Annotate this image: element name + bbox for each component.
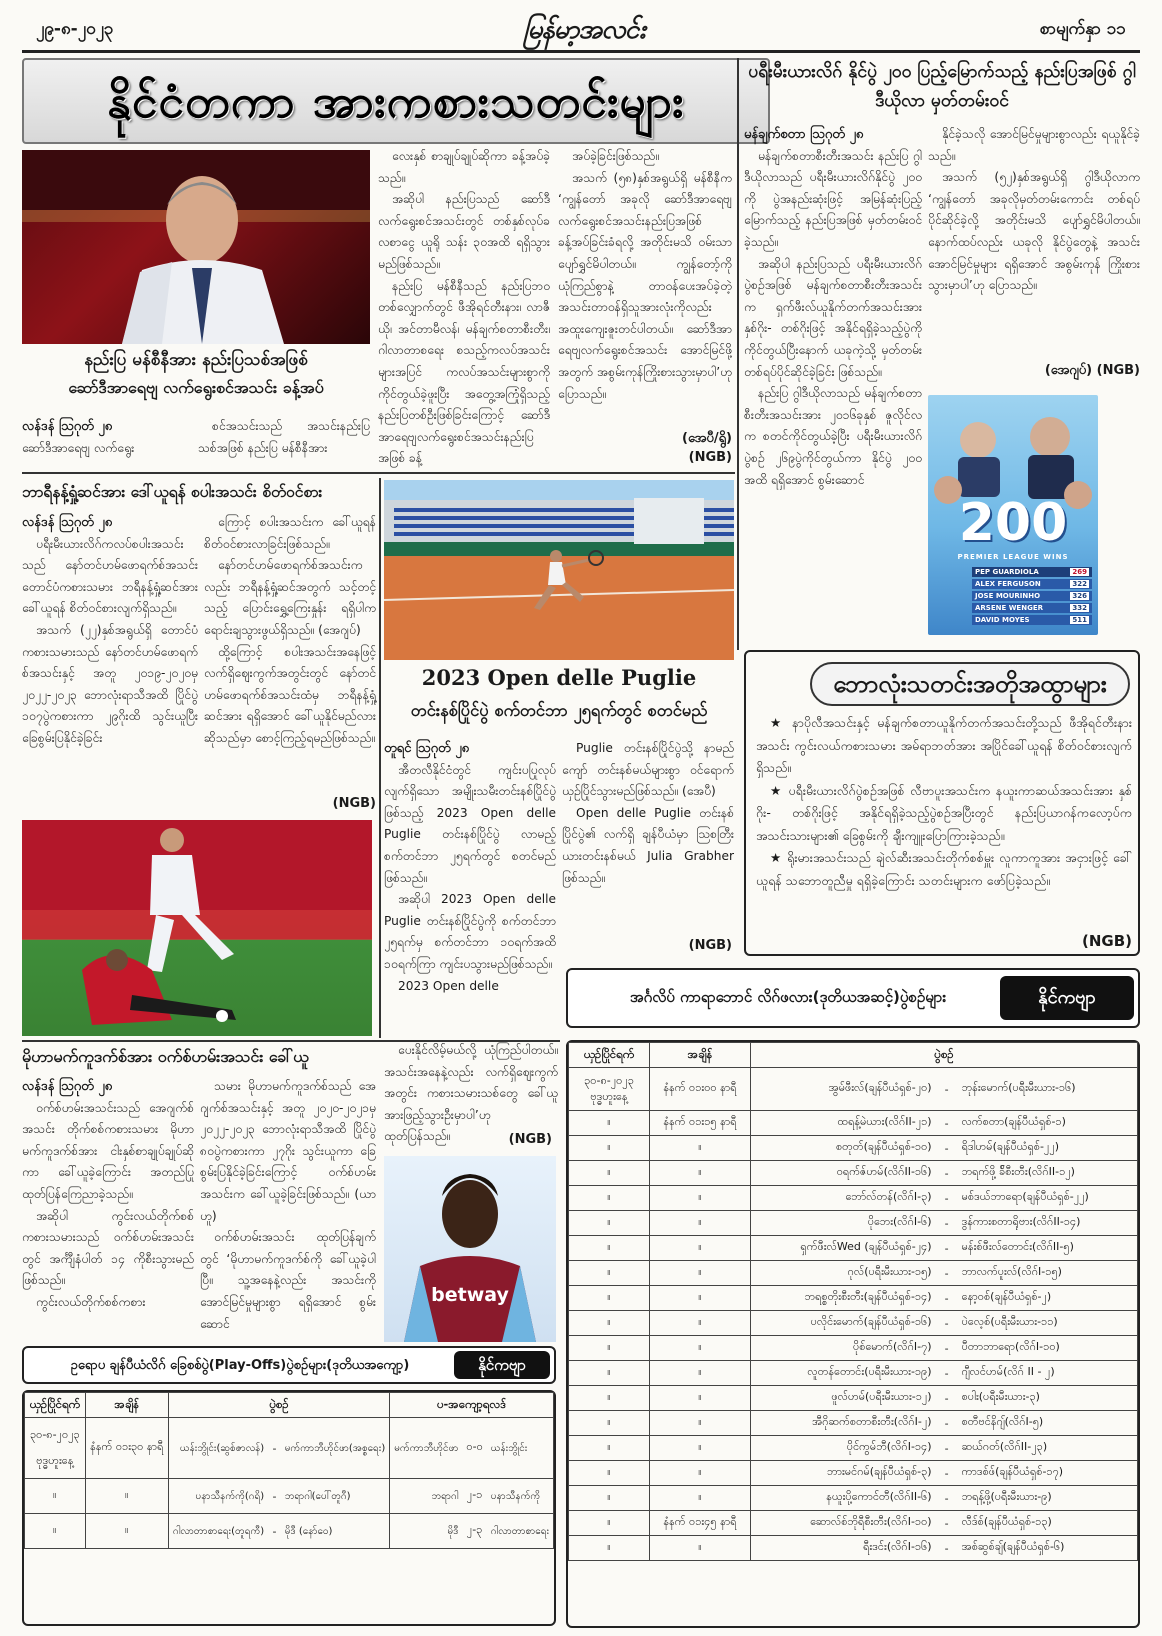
kudus-headline: မိုဟာမက်ကူဒက်စ်အား ဝက်စ်ဟမ်းအသင်း ခေါ်ယူ <box>22 1047 309 1066</box>
match-date: ။ <box>569 1361 650 1386</box>
home-team: နယူးပို့ကောင်တီ(လိဂ်II-၆) <box>751 1486 936 1511</box>
brennan-col1 <box>22 512 198 812</box>
away-team: မိုဒီ (နော်ဝေ) <box>281 1514 390 1549</box>
notes-ngb: (NGB) <box>1081 932 1132 950</box>
poster-row-value: 511 <box>1072 616 1087 624</box>
col-header-time: အချိန် <box>85 1393 168 1418</box>
away-team: ဘရက်ဖို့ ခ်ိစီးတီး(လိဂ်II-၁၂) <box>958 1161 1138 1186</box>
mancini-col2-text: စင်အသင်းသည် အသင်းနည်းပြ သစ်အဖြစ် နည်းပြ မန်စီနီအား <box>198 419 370 455</box>
col-header-match: ပွဲစဉ် <box>168 1393 389 1418</box>
first-leg-home: ဘရာဂါ <box>390 1479 463 1514</box>
mancini-byline: လန်ဒန် ဩဂုတ် ၂၈ <box>22 419 113 434</box>
col-header-match: ပွဲစဉ် <box>751 1043 1138 1068</box>
paragraph: မန်ချက်စတာစီးတီးအသင်း နည်းပြ ဂွါဒီယိုလာသည် ပရီးမီးယားလိဂ်နိုင်ပွဲ ၂၀၀ ကို ပွဲအနည်းဆုံးဖြင့် အမြန်ဆုံးပြည့်မြောက်သည့် နည်းပြအဖြစ် မှတ်တမ်းဝင်ခဲ့သည်။ <box>744 148 922 249</box>
away-team: ဘရန့်ဖို့(ပရီးမီးယား-၉) <box>958 1486 1138 1511</box>
paragraph: နိုင်ခဲ့သလို အောင်မြင်မှုများစွာလည်း ရယူနိုင်ခဲ့သည်။ <box>928 127 1140 163</box>
vs-dash: - <box>268 1514 281 1549</box>
newspaper-logo: မြန်မာ့အလင်း <box>523 15 645 45</box>
table-row <box>569 1536 1138 1561</box>
mancini-credit: (အေပီ/ရွိ) <box>682 431 732 446</box>
paragraph: ကွင်းလယ်တိုက်စစ်ကစား <box>36 1294 146 1309</box>
mancini-col1 <box>22 416 192 466</box>
match-time: ။ <box>650 1311 751 1336</box>
match-time: နံနက် ၀၁း၃၀ နာရီ <box>85 1418 168 1479</box>
paragraph: Open delle Puglie တင်းနစ်ပြိုင်ပွဲ၏ လက်ရှိ ချန်ပီယံမှာ ဩစတြီးယားတင်းနစ်မယ် Julia Grabher ဖြစ်သည်။ <box>562 805 734 885</box>
away-team: ကာဒစ်ဖ်(ချန်ပီယံရှစ်-၁၇) <box>958 1461 1138 1486</box>
away-team: အစ်ဆွစ်ချ်(ချန်ပီယံရှစ်-၆) <box>958 1536 1138 1561</box>
match-date: ။ <box>25 1514 86 1549</box>
tennis-photo <box>384 480 734 660</box>
issue-date: ၂၉-၈-၂၀၂၃ <box>36 19 114 39</box>
first-leg-home: မက်ကာဘီဟိုင်ဖာ <box>390 1418 463 1479</box>
vs-dash: - <box>268 1479 281 1514</box>
paragraph: ထို့ကြောင့် စပါးအသင်းအနေဖြင့် လက်ရှိဈေးကွက်အတွင်းတွင် နော်တင်ဟမ်ဖောရက်စ်အသင်းထံမှ ဘရီနန့်ရှုံ့ဆင်အား ရရှိအောင် ခေါ်ယူနိုင်မည်လားဆိုသည်မှာ စောင့်ကြည့်ရမည်ဖြစ်သည်။ <box>204 644 376 745</box>
main-banner: နိုင်ငံတကာ အားကစားသတင်းများ <box>22 58 770 144</box>
vs-dash: - <box>936 1161 958 1186</box>
match-date: ။ <box>569 1536 650 1561</box>
away-team: မက်ကာဘီဟိုင်ဖာ(အစ္စရေး) <box>281 1418 390 1479</box>
home-team: ဂါလာတာစာရေး(တူရကီ) <box>168 1514 268 1549</box>
table-row <box>569 1461 1138 1486</box>
paragraph: အီတလီနိုင်ငံတွင် ကျင်းပပြုလုပ်လျက်ရှိသော အမျိုးသမီးတင်းနစ်ပြိုင်ပွဲဖြစ်သည့် 2023 Open delle Puglie တင်းနစ်ပြိုင်ပွဲ လာမည့် စက်တင်ဘာ ၂၅ရက်တွင် စတင်မည်ဖြစ်သည်။ <box>384 762 556 885</box>
column-divider <box>737 58 739 650</box>
away-team: ဆယ်ဂတ်(လိဂ်II-၂၃) <box>958 1436 1138 1461</box>
vs-dash: - <box>936 1261 958 1286</box>
mancini-headline-2: ဆော်ဒီအာရေဗျ လက်ရွေးစင်အသင်း ခန့်အပ် <box>68 378 324 397</box>
carabao-tag: နိုင်ကဗျာ <box>1000 976 1134 1020</box>
first-leg-home: မိုဒီ <box>390 1514 463 1549</box>
mancini-photo <box>22 150 370 344</box>
mancini-headline-1: နည်းပြ မန်စီနီအား နည်းပြသစ်အဖြစ် <box>84 350 308 370</box>
carabao-table <box>568 1042 1138 1561</box>
paragraph: ပရီးမီးယားလိဂ်ကလပ်စပါးအသင်းသည် နော်တင်ဟမ်ဖောရက်စ်အသင်း တောင်ပံကစားသမား ဘရီနန့်ရှုံ့ဆင်အား ခေါ်ယူရန် စိတ်ဝင်စားလျက်ရှိသည်။ <box>22 536 198 616</box>
guardiola-poster <box>928 395 1098 635</box>
vs-dash: - <box>936 1461 958 1486</box>
home-team: အွမ်ဖီးလ်(ချန်ပီယံရှစ်-၂၀) <box>751 1068 936 1111</box>
vs-dash: - <box>936 1236 958 1261</box>
away-team: ဂျီလင်ဟမ်(လိဂ် II - ၂) <box>958 1361 1138 1386</box>
table-header-row <box>569 1043 1138 1068</box>
paragraph: Puglie တင်းနစ်ပြိုင်ပွဲသို့ နာမည်ကျော် တင်းနစ်မယ်များစွာ ဝင်ရောက်ယှဉ်ပြိုင်သွားမည်ဖြစ်သည်။ (အေပီ) <box>562 741 734 799</box>
poster-row-value: 332 <box>1072 604 1087 612</box>
match-time: ။ <box>650 1136 751 1161</box>
match-date: ။ <box>569 1186 650 1211</box>
vs-dash: - <box>936 1136 958 1161</box>
table-header-row <box>25 1393 554 1418</box>
section-divider <box>22 472 735 474</box>
poster-row <box>972 615 1092 625</box>
home-team: အီဂိုဆက်စတာစီးတီး(လိဂ်I-၂) <box>751 1411 936 1436</box>
poster-number: 200 <box>958 493 1068 553</box>
home-team: ဂုလ်(ပရီးမီးယား-၁၅) <box>751 1261 936 1286</box>
table-row <box>569 1511 1138 1536</box>
vs-dash: - <box>936 1186 958 1211</box>
guardiola-col2 <box>928 124 1140 356</box>
europa-table-box <box>22 1390 556 1626</box>
table-row <box>569 1111 1138 1136</box>
paragraph: အဆိုပါ နည်းပြသည် ပရီးမီးယားလိဂ်ပွဲစဉ်အဖြစ် မန်ချက်စတာစီးတီးအသင်းက ရှက်ဖီးလ်ယူနိုက်တက်အသင်းအား နှစ်ဂိုး- တစ်ဂိုးဖြင့် အနိုင်ရရှိခဲ့သည့်ပွဲကို ကိုင်တွယ်ပြီးနောက် ယခုကဲ့သို့ မှတ်တမ်းတစ်ရပ်ပိုင်ဆိုင်ခဲ့ခြင်း ဖြစ်သည်။ <box>744 256 922 379</box>
match-time: ။ <box>85 1479 168 1514</box>
paragraph: ပေးနိုင်လိမ့်မယ်လို့ ယုံကြည်ပါတယ်။ အသင်းအနေနဲ့လည်း လက်ရှိဈေးကွက်အတွင်း ကစားသမားသစ်တွေ ခေါ်ယူအားဖြည့်သွားဦးမှာပါ’ဟု ထုတ်ပြန်သည်။ <box>384 1043 558 1144</box>
poster-row <box>972 567 1092 577</box>
poster-row <box>972 579 1092 589</box>
match-time: ။ <box>650 1336 751 1361</box>
home-team: ရှက်ဖီးလ်Wed (ချန်ပီယံရှစ်-၂၄) <box>751 1236 936 1261</box>
paragraph: လေးနှစ် စာချုပ်ချုပ်ဆိုကာ ခန့်အပ်ခဲ့သည်။ <box>378 149 550 185</box>
match-time: ။ <box>650 1436 751 1461</box>
paragraph: နော်တင်ဟမ်ဖောရက်စ်အသင်းကလည်း ဘရီနန့်ရှုံ့ဆင်အတွက် သင့်တင့်သည့် ပြောင်းရွှေ့ကြေးနှုန်း ရရှိပါက ရောင်းချသွားဖွယ်ရှိသည်။ (အေဂျပ်) <box>204 558 376 637</box>
home-team: ဖူလ်ဟမ်(ပရီးမီးယား-၁၂) <box>751 1386 936 1411</box>
paragraph: အသက် (၅၈)နှစ်အရွယ်ရှိ မန်စီနီက ‘ကျွန်တော် အခုလို ဆော်ဒီအာရေဗျ လက်ရွေးစင်အသင်းနည်းပြအဖြစ် ခန့်အပ်ခြင်းခံရလို့ အတိုင်းမသိ ဝမ်းသာပျော်ရွှင်မိပါတယ်။ ကျွန်တော့်ကို ယုံကြည်စွာနဲ့ တာဝန်ပေးအပ်ခဲ့တဲ့အသင်းတာဝန်ရှိသူအားလုံးကိုလည်း အထူးကျေးဇူးတင်ပါတယ်။ ဆော်ဒီအာရေဗျလက်ရွေးစင်အသင်း အောင်မြင်ဖို့အတွက် အစွမ်းကုန်ကြိုးစားသွားမှာပါ’ဟု ပြောသည်။ <box>558 170 732 401</box>
match-date: ။ <box>569 1436 650 1461</box>
table-row <box>25 1479 554 1514</box>
home-team: ဘားမင်ဂမ်(ချန်ပီယံရှစ်-၃) <box>751 1461 936 1486</box>
home-team: ပလိုင်းမောက်(ချန်ပီယံရှစ်-၁၆) <box>751 1311 936 1336</box>
brennan-headline: ဘာရီနန့်ရှုံ့ဆင်အား ဒေါ်ယူရန် စပါးအသင်း စိတ်ဝင်စား <box>22 483 323 501</box>
vs-dash: - <box>936 1511 958 1536</box>
note-item: ★ နာပိုလီအသင်းနှင့် မန်ချက်စတာယူနိုက်တက်အသင်းတို့သည် ဖီအိုရင်တီးနားအသင်း ကွင်းလယ်ကစားသမား အမ်ရာဘတ်အား အပြိုင်ခေါ်ယူရန် စိတ်ဝင်စားလျက်ရှိသည်။ <box>756 715 1132 775</box>
home-team: ယန်းဘွိုင်း(ဆွစ်ဇာလန်) <box>168 1418 268 1479</box>
match-time: ။ <box>650 1536 751 1561</box>
match-time: ။ <box>650 1161 751 1186</box>
mancini-col4 <box>558 146 732 444</box>
poster-row <box>972 603 1092 613</box>
football-action-photo <box>22 820 372 1036</box>
vs-dash: - <box>268 1418 281 1479</box>
date-text: ၃၀-၈-၂၀၂၃ <box>584 1074 634 1087</box>
home-team: ဘော်လ်တန်(လိဂ်I-၃) <box>751 1186 936 1211</box>
mancini-ngb: (NGB) <box>688 450 732 465</box>
match-date: ။ <box>569 1461 650 1486</box>
table-row <box>569 1486 1138 1511</box>
home-team: ဘရစ္စတိုးစီးတီး(ချန်ပီယံရှစ်-၁၄) <box>751 1286 936 1311</box>
puglie-headline-1: 2023 Open delle Puglie <box>421 665 697 690</box>
col-header-date: ယှဉ်ပြိုင်ရက် <box>569 1043 650 1068</box>
match-date: ။ <box>569 1486 650 1511</box>
puglie-col2 <box>562 738 734 938</box>
paragraph: ကြောင့် စပါးအသင်းက ခေါ်ယူရန်စိတ်ဝင်စားလာခြင်းဖြစ်သည်။ <box>204 515 376 551</box>
away-team: ဘုန်းမောက်(ပရီးမီးယား-၁၆) <box>958 1068 1138 1111</box>
table-row <box>569 1361 1138 1386</box>
table-row <box>569 1161 1138 1186</box>
home-team: ပနာသီနက်ကို(ဂရိ) <box>168 1479 268 1514</box>
table-row <box>569 1311 1138 1336</box>
europa-banner <box>22 1346 556 1384</box>
match-date: ။ <box>569 1136 650 1161</box>
poster-row-value: 326 <box>1072 592 1087 600</box>
match-date <box>25 1418 86 1479</box>
col-header-first-leg: ပ-အကျော့ရလဒ် <box>390 1393 554 1418</box>
col-header-time: အချိန် <box>650 1043 751 1068</box>
paragraph: အသက် (၂၂)နှစ်အရွယ်ရှိ တောင်ပံကစားသမားသည် နော်တင်ဟမ်ဖောရက်စ်အသင်းနှင့် အတူ ၂၀၁၉-၂၀၂၀မှ ၂၀၂၂-၂၀၂၃ ဘောလုံးရာသီအထိ ပြိုင်ပွဲ ၁၀၇ပွဲကစားကာ ၂၉ဂိုးထိ သွင်းယူပြီး ခြေစွမ်းပြနိုင်ခဲ့ခြင်း <box>22 622 198 745</box>
match-time: ။ <box>650 1186 751 1211</box>
table-row <box>569 1411 1138 1436</box>
guardiola-byline: မန်ချက်စတာ ဩဂုတ် ၂၈ <box>744 127 864 142</box>
match-date: ။ <box>569 1411 650 1436</box>
carabao-table-box <box>566 1040 1140 1628</box>
home-team: လူတန်တောင်း(ပရီးမီးယား-၁၉) <box>751 1361 936 1386</box>
match-time: ။ <box>650 1211 751 1236</box>
match-time: နံနက် ၀၁း၀၀ နာရီ <box>650 1068 751 1111</box>
brennan-ngb: (NGB) <box>332 796 376 811</box>
away-team: လီဒ်စ်(ချန်ပီယံရှစ်-၁၃) <box>958 1511 1138 1536</box>
vs-dash: - <box>936 1386 958 1411</box>
away-team: မန်းစ်ဖီးလ်တောင်း(လိဂ်II-၅) <box>958 1236 1138 1261</box>
vs-dash: - <box>936 1536 958 1561</box>
home-team: ဝရက်ဇ်ဟမ်(လိဂ်II-၁၆) <box>751 1161 936 1186</box>
poster-row-value: 269 <box>1072 568 1087 576</box>
kudus-col1 <box>22 1076 194 1344</box>
away-team: စပါး(ပရီးမီးယား-၃) <box>958 1386 1138 1411</box>
puglie-ngb: (NGB) <box>688 938 732 953</box>
first-leg-score: ၂-၁ <box>462 1479 486 1514</box>
match-date: ။ <box>569 1311 650 1336</box>
europa-table <box>24 1392 554 1549</box>
match-date <box>569 1068 650 1111</box>
note-item: ★ ပရီးမီးယားလိဂ်ပွဲစဉ်အဖြစ် လီဗာပူးအသင်းက နယူးကာဆယ်အသင်းအား နှစ်ဂိုး- တစ်ဂိုးဖြင့် အနိုင်ရရှိခဲ့သည့်ပွဲစဉ်အပြီးတွင် နည်းပြယာဂန်ကလော့ပ်က အသင်းသားများ၏ ခြေစွမ်းကို ချီးကျူးပြောကြားခဲ့သည်။ <box>756 782 1132 843</box>
europa-tag: နိုင်ကဗျာ <box>454 1351 550 1379</box>
vs-dash: - <box>936 1411 958 1436</box>
away-team: ရိဒါဟမ်(ချန်ပီယံရှစ်-၂၂) <box>958 1136 1138 1161</box>
poster-subtitle: PREMIER LEAGUE WINS <box>957 553 1069 561</box>
guardiola-headline: ပရီးမီးယားလိဂ် နိုင်ပွဲ ၂၀၀ ပြည့်မြောက်သည့် နည်းပြအဖြစ် ဂွါဒီယိုလာ မှတ်တမ်းဝင် <box>748 62 1136 111</box>
carabao-banner <box>566 968 1140 1028</box>
note-item: ★ ရိုးမားအသင်းသည် ချဲလ်ဆီးအသင်းတိုက်စစ်မှူး လူကာကူအား အငှားဖြင့် ခေါ်ယူရန် သဘောတူညီမှု ရရှိခဲ့ကြောင်း သတင်းများက ဖော်ပြခဲ့သည်။ <box>756 850 1132 888</box>
page-number: စာမျက်နှာ ၁၁ <box>1039 19 1126 39</box>
match-date: ။ <box>569 1261 650 1286</box>
kudus-ngb: (NGB) <box>508 1132 552 1147</box>
away-team: ဘရာဂါ(ပေါ်တူဂီ) <box>281 1479 390 1514</box>
mancini-col1-text: ဆော်ဒီအာရေဗျ လက်ရွေး <box>22 440 135 455</box>
brennan-byline: လန်ဒန် ဩဂုတ် ၂၈ <box>22 515 113 530</box>
match-date: ။ <box>569 1511 650 1536</box>
match-time: ။ <box>650 1461 751 1486</box>
away-team: နော့ဝစ်(ချန်ပီယံရှစ်-၂) <box>958 1286 1138 1311</box>
poster-row-name: PEP GUARDIOLA <box>975 568 1039 576</box>
home-team: ထရန့်မဲယား(လိဂ်II-၂၁) <box>751 1111 936 1136</box>
away-team: မစ်ဒယ်ဘာရော(ချန်ပီယံရှစ်-၂၂) <box>958 1186 1138 1211</box>
home-team: ပိုစ်မောက်(လိဂ်I-၇) <box>751 1336 936 1361</box>
home-team: ပိုင်ကွမ်ဘီ(လိဂ်I-၁၄) <box>751 1436 936 1461</box>
vs-dash: - <box>936 1311 958 1336</box>
vs-dash: - <box>936 1336 958 1361</box>
home-team: ရီးဒင်း(လိဂ်I-၁၆) <box>751 1536 936 1561</box>
match-time: ။ <box>650 1361 751 1386</box>
day-text: ဗုဒ္ဓဟူးနေ့ <box>590 1090 628 1103</box>
match-time: ။ <box>650 1386 751 1411</box>
first-leg-score: ၂-၃ <box>462 1514 486 1549</box>
puglie-col1 <box>384 738 556 1034</box>
away-team: စတီဗင်နိဂျ်(လိဂ်I-၅) <box>958 1411 1138 1436</box>
match-date: ။ <box>569 1236 650 1261</box>
paragraph: အဆိုပါ 2023 Open delle Puglie တင်းနစ်ပြိုင်ပွဲကို စက်တင်ဘာ ၂၅ရက်မှ စက်တင်ဘာ ၁၀ရက်အထိ ၁၀ရက်ကြာ ကျင်းပသွားမည်ဖြစ်သည်။ <box>384 892 556 971</box>
match-date: ။ <box>569 1211 650 1236</box>
paragraph: 2023 Open delle <box>398 978 499 993</box>
vs-dash: - <box>936 1286 958 1311</box>
away-team: ပဲလေ့စ်(ပရီးမီးယား-၁၁) <box>958 1311 1138 1336</box>
kudus-col2 <box>200 1076 376 1344</box>
vs-dash: - <box>936 1211 958 1236</box>
first-leg-away: ယန်းဘွိုင်း <box>487 1418 554 1479</box>
table-row <box>569 1186 1138 1211</box>
vs-dash: - <box>936 1361 958 1386</box>
day-text: ဗုဒ္ဓဟူးနေ့ <box>36 1454 74 1467</box>
match-date: ။ <box>569 1286 650 1311</box>
poster-row-name: ARSENE WENGER <box>975 604 1043 612</box>
paragraph: ဝက်စ်ဟမ်းအသင်းသည် အေဂျက်စ်အသင်း တိုက်စစ်ကစားသမား မိုဟာမက်ကူဒက်စ်အား ငါးနှစ်စာချုပ်ချုပ်ဆိုကာ ခေါ်ယူခဲ့ကြောင်း အတည်ပြု ထုတ်ပြန်ကြေညာခဲ့သည်။ <box>22 1100 194 1201</box>
kudus-byline: လန်ဒန် ဩဂုတ် ၂၈ <box>22 1079 113 1094</box>
match-time: ။ <box>650 1411 751 1436</box>
europa-banner-text: ဥရောပ ချန်ပီယံလိဂ် ခြေစစ်ပွဲ(Play-Offs)ပွဲစဉ်များ(ဒုတိယအကျော့) <box>70 1358 410 1373</box>
table-row <box>569 1261 1138 1286</box>
match-date: ။ <box>569 1386 650 1411</box>
first-leg-away: ပနာသီနက်ကို <box>487 1479 554 1514</box>
paragraph: အဆိုပါ ကွင်းလယ်တိုက်စစ်ကစားသမားသည် ဝက်စ်ဟမ်းအသင်းတွင် အင်္ကျီနံပါတ် ၁၄ ကိုစီးသွားမည်ဖြစ်သည်။ <box>22 1208 194 1288</box>
table-row <box>569 1068 1138 1111</box>
home-team: ပိုဘေး(လိဂ်I-၆) <box>751 1211 936 1236</box>
table-row <box>569 1211 1138 1236</box>
date-text: ၃၀-၈-၂၀၂၃ <box>29 1428 80 1441</box>
poster-row-name: ALEX FERGUSON <box>975 580 1041 588</box>
puglie-headline-2: တင်းနစ်ပြိုင်ပွဲ စက်တင်ဘာ ၂၅ရက်တွင် စတင်မည် <box>410 701 708 720</box>
notes-body <box>756 712 1132 936</box>
paragraph: အသက် (၅၂)နှစ်အရွယ်ရှိ ဂွါဒီယိုလာက ‘ကျွန်တော် အခုလိုမှတ်တမ်းကောင်း တစ်ရပ်ပိုင်ဆိုင်ခဲ့လို့ အတိုင်းမသိ ပျော်ရွှင်မိပါတယ်။ နောက်ထပ်လည်း ယခုလို နိုင်ပွဲတွေနဲ့ အသင်းအောင်မြင်မှုများ ရရှိအောင် အစွမ်းကုန် ကြိုးစားသွားမှာပါ’ဟု ပြောသည်။ <box>928 170 1140 293</box>
table-row <box>569 1286 1138 1311</box>
vs-dash: - <box>936 1068 958 1111</box>
table-row <box>569 1436 1138 1461</box>
header-rule <box>22 50 1140 53</box>
match-date: ။ <box>569 1161 650 1186</box>
vs-dash: - <box>936 1111 958 1136</box>
table-row <box>569 1236 1138 1261</box>
paragraph: နည်းပြ မန်စီနီသည် နည်းပြဘဝတစ်လျှောက်တွင် ဖီအိုရင်တီးနား၊ လာဇီယို၊ အင်တာမီလန်၊ မန်ချက်စတာစီးတီး၊ ဂါလာတာစရေး စသည့်ကလပ်အသင်းများအပြင် ကလပ်အသင်းများစွာကို ကိုင်တွယ်ခဲ့ဖူးပြီး အတွေ့အကြုံရှိသည့် နည်းပြတစ်ဦးဖြစ်ခြင်းကြောင့် ဆော်ဒီအာရေဗျလက်ရွေးစင်အသင်းနည်းပြအဖြစ် ခန့် <box>378 278 550 466</box>
poster-row-name: DAVID MOYES <box>975 616 1030 624</box>
paragraph: အဆိုပါ နည်းပြသည် ဆော်ဒီလက်ရွေးစင်အသင်းတွင် တစ်နှစ်လုပ်ခလစာငွေ ယူရို သန်း ၃၀အထိ ရရှိသွားမည်ဖြစ်သည်။ <box>378 192 550 271</box>
paragraph: အပ်ခဲ့ခြင်းဖြစ်သည်။ <box>572 149 659 163</box>
table-row <box>569 1336 1138 1361</box>
vs-dash: - <box>936 1436 958 1461</box>
table-row <box>25 1514 554 1549</box>
paragraph: ဝက်စ်ဟမ်းအသင်း ထုတ်ပြန်ချက်တွင် ‘မိုဟာမက်ကူဒက်စ်ကို ခေါ်ယူခဲ့ပါပြီ။ သူ့အနေနဲ့လည်း အသင်းကို အောင်မြင်မှုများစွာ ရရှိအောင် စွမ်းဆောင် <box>200 1230 376 1331</box>
guardiola-credit: (အေဂျပ်) (NGB) <box>1044 363 1140 378</box>
match-time: ။ <box>650 1236 751 1261</box>
paragraph: သမား မိုဟာမက်ကူဒက်စ်သည် အေဂျက်စ်အသင်းနှင့် အတူ ၂၀၂၀-၂၀၂၁မှ ၂၀၂၂-၂၀၂၃ ဘောလုံးရာသီအထိ ပြိုင်ပွဲ ၈၀ပွဲကစားကာ ၂၇ဂိုး သွင်းယူကာ ခြေစွမ်းပြနိုင်ခဲ့ခြင်းကြောင့် ဝက်စ်ဟမ်းအသင်းက ခေါ်ယူခဲ့ခြင်းဖြစ်သည်။ (ယာဟူ) <box>200 1079 376 1223</box>
match-time: နံနက် ၀၁း၁၅ နာရီ <box>650 1111 751 1136</box>
kudus-photo <box>384 1156 556 1342</box>
match-time: နံနက် ၀၁း၄၅ နာရီ <box>650 1511 751 1536</box>
poster-row-value: 322 <box>1072 580 1087 588</box>
table-row <box>569 1386 1138 1411</box>
column-divider <box>379 478 381 1038</box>
notes-title: ဘောလုံးသတင်းအတိုအထွာများ <box>810 662 1130 706</box>
paragraph: နည်းပြ ဂွါဒီယိုလာသည် မန်ချက်စတာစီးတီးအသင်းအား ၂၀၁၆ခုနှစ် ဇူလိုင်လက စတင်ကိုင်တွယ်ခဲ့ပြီး ပရီးမီးယားလိဂ်ပွဲစဉ် ၂၆၉ပွဲကိုင်တွယ်ကာ နိုင်ပွဲ ၂၀၀ အထိ ရရှိအောင် စွမ်းဆောင် <box>744 386 922 487</box>
puglie-byline: တူရင် ဩဂုတ် ၂၈ <box>384 741 470 756</box>
match-time: ။ <box>85 1514 168 1549</box>
carabao-banner-text: အင်္ဂလိပ် ကာရာဘောင် လိဂ်ဖလား(ဒုတိယအဆင့်)ပွဲစဉ်များ <box>629 988 947 1006</box>
match-date: ။ <box>25 1479 86 1514</box>
away-team: ပီတာဘာရော(လိဂ်I-၁၀) <box>958 1336 1138 1361</box>
col-header-date: ယှဉ်ပြိုင်ရက် <box>25 1393 86 1418</box>
guardiola-col1 <box>744 124 922 642</box>
brennan-col2 <box>204 512 376 798</box>
away-team: လက်စတာ(ချန်ပီယံရှစ်-၁) <box>958 1111 1138 1136</box>
first-leg-score: ၀-၀ <box>462 1418 486 1479</box>
match-date: ။ <box>569 1111 650 1136</box>
poster-row <box>972 591 1092 601</box>
table-row <box>569 1136 1138 1161</box>
home-team: စတုတ်(ချန်ပီယံရှစ်-၁၀) <box>751 1136 936 1161</box>
poster-row-name: JOSE MOURINHO <box>975 592 1041 600</box>
match-date: ။ <box>569 1336 650 1361</box>
mancini-col3 <box>378 146 550 468</box>
shirt-sponsor: betway <box>431 1284 509 1306</box>
home-team: ဆောလ်စ်ဘိုရီစီးတီး(လိဂ်I-၁၀) <box>751 1511 936 1536</box>
match-time: ။ <box>650 1261 751 1286</box>
mancini-col2 <box>198 416 370 466</box>
table-row <box>25 1418 554 1479</box>
poster-list <box>972 567 1092 627</box>
away-team: ဘာလက်ပူးလ်(လိဂ်I-၁၅) <box>958 1261 1138 1286</box>
away-team: ဒွန်ကားစတာရိုဗား(လိဂ်II-၁၄) <box>958 1211 1138 1236</box>
vs-dash: - <box>936 1486 958 1511</box>
match-time: ။ <box>650 1286 751 1311</box>
match-time: ။ <box>650 1486 751 1511</box>
first-leg-away: ဂါလာတာစာရေး <box>487 1514 554 1549</box>
